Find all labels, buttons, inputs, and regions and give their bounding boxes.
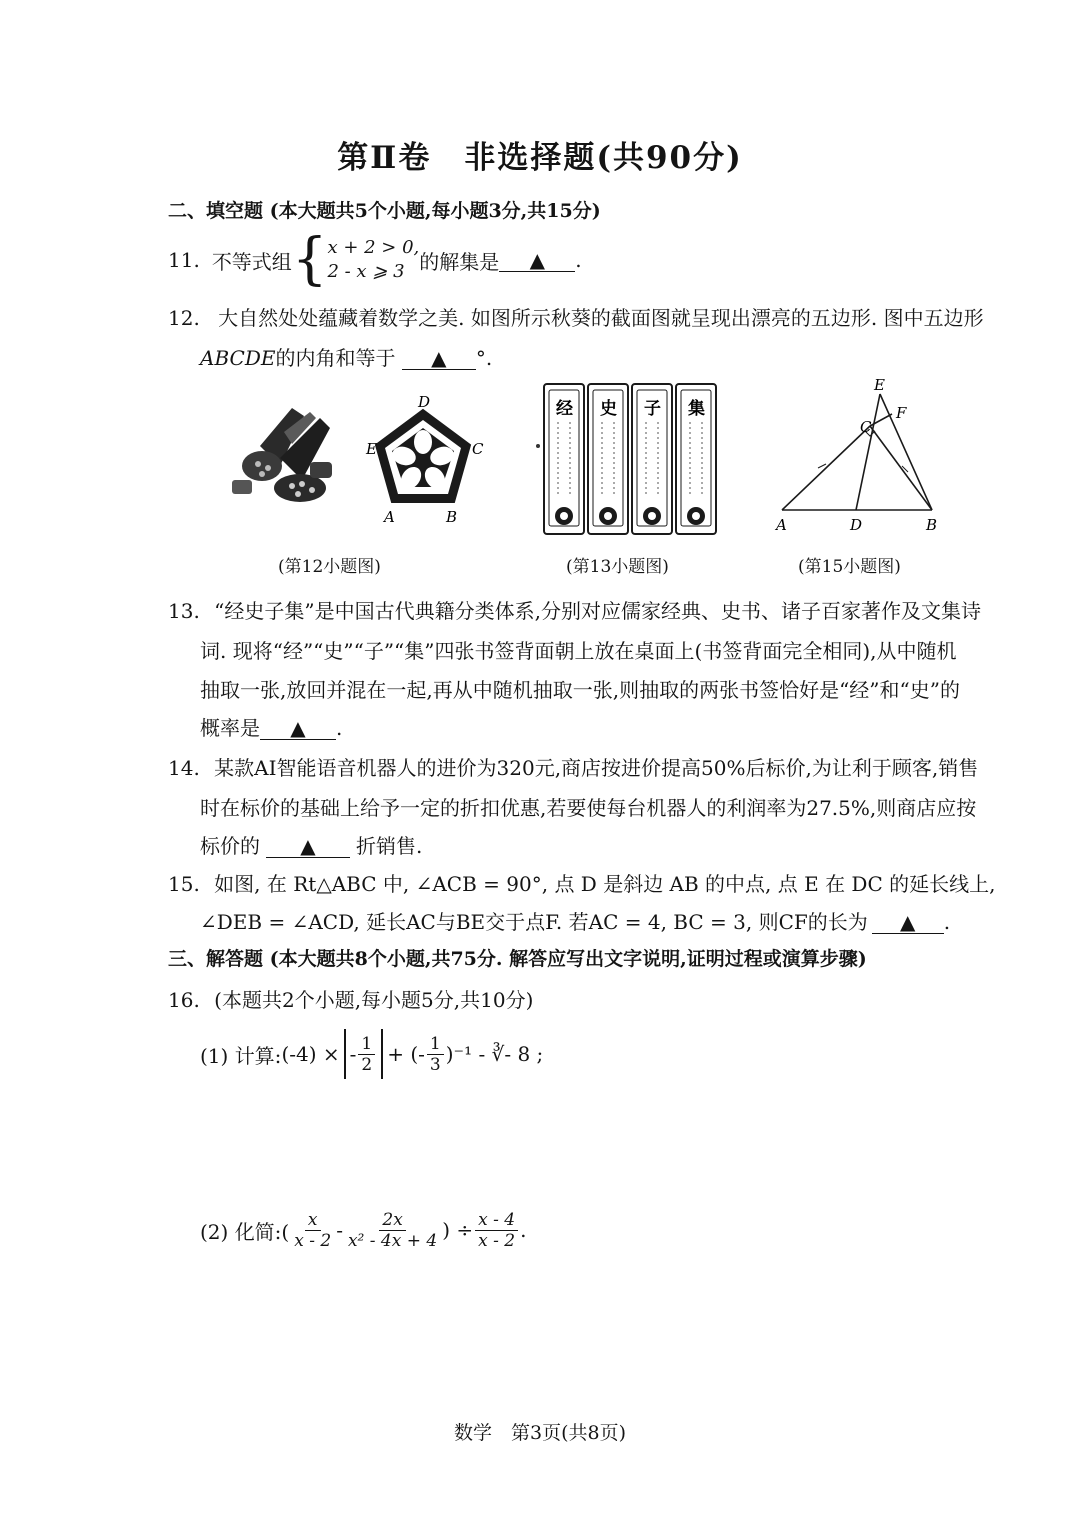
label-D: D bbox=[850, 516, 863, 534]
q16-p1-a: (-4) × bbox=[281, 1042, 340, 1066]
q16-p2-label: (2) 化简:( bbox=[200, 1219, 290, 1244]
q16-part-2 bbox=[200, 1202, 526, 1258]
q16-number: 16. bbox=[168, 988, 200, 1012]
q14-text-3b: 折销售. bbox=[356, 834, 423, 858]
label-D: D bbox=[418, 393, 431, 411]
q13-text-2: 词. 现将“经”“史”“子”“集”四张书签背面朝上放在桌面上(书签背面完全相同),从中随机 bbox=[200, 639, 957, 663]
fraction-one-third bbox=[427, 1034, 444, 1075]
frac-den: x - 2 bbox=[478, 1230, 516, 1251]
bookmark-cards-figure bbox=[532, 378, 728, 538]
q15-text-1: 如图, 在 Rt△ABC 中, ∠ACB = 90°, 点 D 是斜边 AB 的中点, 点 E 在 DC 的延长线上, bbox=[214, 872, 996, 896]
q16-header-text: (本题共2个小题,每小题5分,共10分) bbox=[214, 988, 534, 1012]
q12-text: 大自然处处蕴藏着数学之美. 如图所示秋葵的截面图就呈现出漂亮的五边形. 图中五边形 bbox=[218, 306, 984, 330]
frac-den: x² - 4x + 4 bbox=[347, 1230, 438, 1251]
abs-bar-left bbox=[344, 1029, 346, 1079]
label-C: C bbox=[472, 440, 484, 458]
card-jing: 经 bbox=[556, 399, 573, 419]
label-B: B bbox=[446, 508, 458, 526]
frac-num: 1 bbox=[427, 1034, 444, 1055]
label-A: A bbox=[384, 508, 395, 526]
q14-number: 14. bbox=[168, 756, 200, 780]
frac-den: 2 bbox=[361, 1054, 373, 1075]
q11-answer-blank: ▲ bbox=[499, 249, 575, 272]
pentagon-figure bbox=[358, 390, 488, 530]
q12-answer-blank: ▲ bbox=[402, 347, 476, 370]
fraction-x-over-x-minus-2 bbox=[291, 1210, 334, 1251]
q11-ineq-2: 2 - x ⩾ 3 bbox=[327, 261, 405, 282]
question-16-header bbox=[168, 984, 533, 1013]
q12-number: 12. bbox=[168, 306, 200, 330]
brace-symbol: { bbox=[291, 227, 328, 292]
q14-text-3: 标价的 bbox=[200, 834, 260, 858]
q11-ineq-1: x + 2 > 0, bbox=[327, 237, 420, 258]
q11-number: 11. bbox=[168, 248, 200, 272]
q13-text-1: “经史子集”是中国古代典籍分类体系,分别对应儒家经典、史书、诸子百家著作及文集诗 bbox=[214, 599, 981, 623]
page-footer: 数学 第3页(共8页) bbox=[453, 1422, 626, 1444]
fig13-caption: (第13小题图) bbox=[566, 557, 669, 577]
question-12-line-2 bbox=[200, 342, 492, 371]
fraction-2x-over-quadratic bbox=[345, 1210, 440, 1251]
question-13-line-1 bbox=[168, 595, 981, 624]
fraction-x-minus-4-over-x-minus-2 bbox=[475, 1210, 518, 1251]
q11-prefix: 不等式组 bbox=[211, 249, 292, 274]
frac-num: x bbox=[305, 1210, 321, 1231]
q15-number: 15. bbox=[168, 872, 200, 896]
triangle-figure bbox=[770, 374, 950, 538]
q16-p1-c: )⁻¹ - ∛- 8 ; bbox=[445, 1042, 544, 1066]
card-shi: 史 bbox=[600, 399, 617, 419]
frac-num: 1 bbox=[358, 1034, 375, 1055]
q16-p2-minus: - bbox=[336, 1218, 343, 1242]
frac-den: x - 2 bbox=[294, 1230, 332, 1251]
q13-number: 13. bbox=[168, 599, 200, 623]
q16-part-1 bbox=[200, 1026, 543, 1082]
q15-answer-blank: ▲ bbox=[872, 911, 944, 934]
question-11 bbox=[168, 227, 582, 292]
q13-text-4: 概率是 bbox=[200, 716, 260, 740]
q16-p2-div: ) ÷ bbox=[442, 1218, 474, 1242]
q15-end: . bbox=[943, 910, 951, 934]
section-title: 第Ⅱ卷 非选择题(共90分) bbox=[337, 140, 743, 176]
question-12-line-1 bbox=[168, 302, 984, 331]
q13-end: . bbox=[336, 716, 343, 740]
fig15-caption: (第15小题图) bbox=[798, 557, 901, 577]
frac-den: 3 bbox=[429, 1054, 441, 1075]
section-2-header: 二、填空题 (本大题共5个小题,每小题3分,共15分) bbox=[168, 200, 601, 222]
fraction-one-half bbox=[358, 1034, 375, 1075]
label-C: C bbox=[860, 418, 872, 436]
q13-answer-blank: ▲ bbox=[260, 717, 336, 740]
q14-text-2: 时在标价的基础上给予一定的折扣优惠,若要使每台机器人的利润率为27.5%,则商店应按 bbox=[200, 796, 977, 820]
inequality-system bbox=[327, 236, 419, 284]
frac-num: x - 4 bbox=[475, 1210, 518, 1231]
q12-text-2: 的内角和等于 bbox=[275, 346, 396, 370]
card-ji: 集 bbox=[688, 399, 705, 419]
q13-text-3: 抽取一张,放回并混在一起,再从中随机抽取一张,则抽取的两张书签恰好是“经”和“史”的 bbox=[200, 678, 960, 702]
question-15-line-1 bbox=[168, 868, 996, 897]
q16-p1-label: (1) 计算: bbox=[200, 1043, 282, 1068]
section-3-header: 三、解答题 (本大题共8个小题,共75分. 解答应写出文字说明,证明过程或演算步骤) bbox=[168, 948, 867, 970]
q15-text-2: ∠DEB = ∠ACD, 延长AC与BE交于点F. 若AC = 4, BC = 3, 则CF的长为 bbox=[200, 910, 868, 934]
question-14-line-3 bbox=[200, 830, 422, 859]
q16-p2-end: . bbox=[520, 1218, 527, 1242]
okra-photo bbox=[222, 388, 340, 516]
question-13-line-4 bbox=[200, 712, 342, 741]
q11-end: . bbox=[575, 248, 582, 272]
q16-p1-abs-sign: - bbox=[349, 1042, 357, 1066]
label-F: F bbox=[896, 404, 907, 422]
fig12-caption: (第12小题图) bbox=[278, 557, 381, 577]
q12-end: °. bbox=[475, 346, 493, 370]
label-E: E bbox=[874, 376, 885, 394]
question-14-line-1 bbox=[168, 752, 978, 781]
q14-text-1: 某款AI智能语音机器人的进价为320元,商店按进价提高50%后标价,为让利于顾客,销售 bbox=[214, 756, 979, 780]
label-B: B bbox=[926, 516, 938, 534]
frac-num: 2x bbox=[379, 1210, 405, 1231]
q12-pentagon-name: ABCDE bbox=[200, 346, 276, 370]
card-zi: 子 bbox=[644, 399, 661, 419]
label-A: A bbox=[776, 516, 787, 534]
question-15-line-2 bbox=[200, 906, 950, 935]
q16-p1-b: + (- bbox=[387, 1042, 425, 1066]
abs-bar-right bbox=[381, 1029, 383, 1079]
q11-suffix: 的解集是 bbox=[419, 249, 500, 274]
label-E: E bbox=[366, 440, 377, 458]
q14-answer-blank: ▲ bbox=[266, 835, 350, 858]
